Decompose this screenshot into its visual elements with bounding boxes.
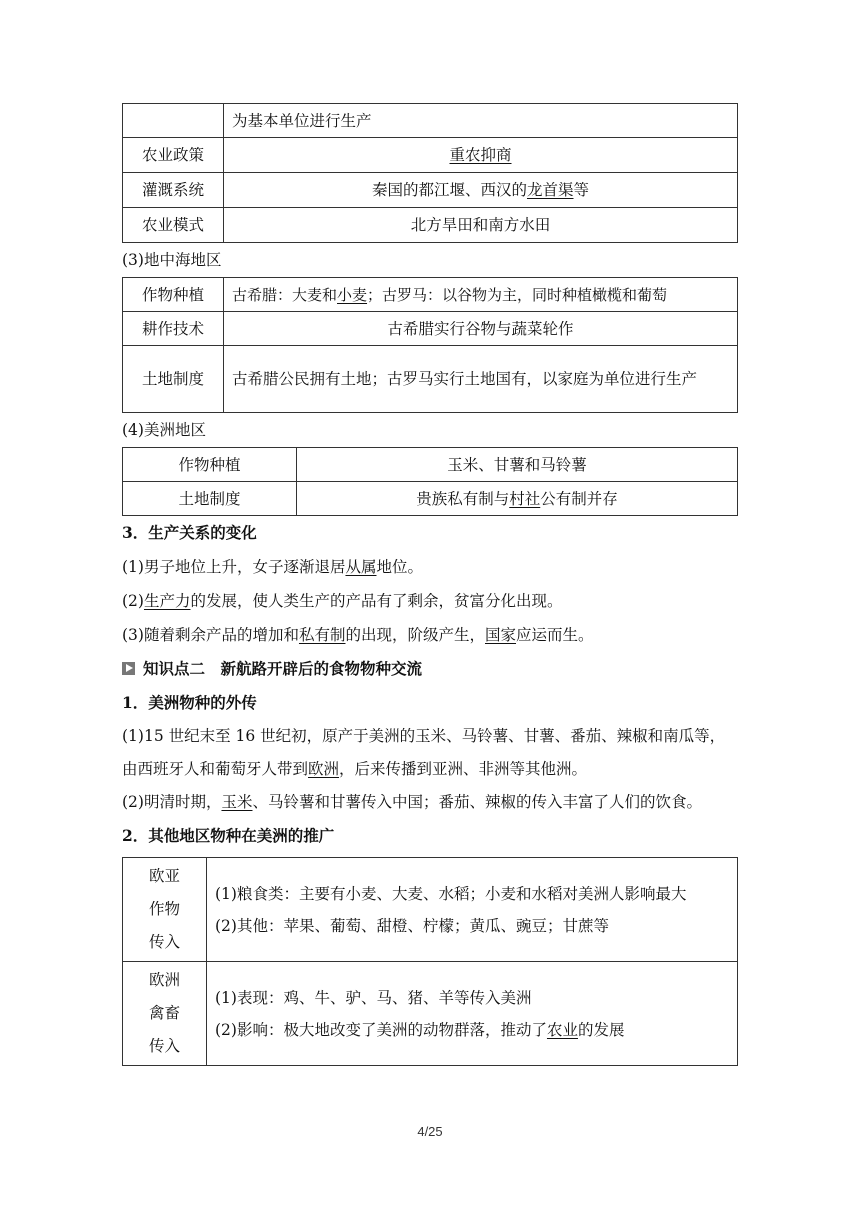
table-cell: 北方旱田和南方水田 [224, 208, 738, 243]
row-label: 欧洲 禽畜 传入 [123, 962, 207, 1066]
table-cell: 古希腊公民拥有土地；古罗马实行土地国有，以家庭为单位进行生产 [224, 346, 738, 413]
paragraph: (2)生产力的发展，使人类生产的产品有了剩余，贫富分化出现。 [122, 592, 563, 610]
play-triangle-icon [122, 662, 135, 675]
section-title-production-relations: 3．生产关系的变化 [122, 523, 257, 542]
knowledge-point-heading: 知识点二 新航路开辟后的食物物种交流 [122, 652, 738, 686]
table-row [123, 482, 738, 516]
table-row [123, 448, 738, 482]
row-label: 欧亚 作物 传入 [123, 858, 207, 962]
table-row [123, 962, 738, 1066]
paragraph: (2)明清时期，玉米、马铃薯和甘薯传入中国；番茄、辣椒的传入丰富了人们的饮食。 [122, 793, 702, 811]
table-row [123, 312, 738, 346]
row-label: 作物种植 [123, 278, 224, 312]
row-label: 农业模式 [123, 208, 224, 243]
table-cell: (1)粮食类：主要有小麦、大麦、水稻；小麦和水稻对美洲人影响最大 (2)其他：苹果、葡萄、甜橙、柠檬；黄瓜、豌豆；甘蔗等 [207, 858, 738, 962]
table-cell: 古希腊实行谷物与蔬菜轮作 [224, 312, 738, 346]
document-page [122, 0, 738, 1066]
row-label: 土地制度 [123, 346, 224, 413]
table-cell: 为基本单位进行生产 [224, 104, 738, 138]
americas-table [122, 447, 738, 516]
table-cell: (1)表现：鸡、牛、驴、马、猪、羊等传入美洲 (2)影响：极大地改变了美洲的动物群落，推动了农业的发展 [207, 962, 738, 1066]
table-row [123, 346, 738, 413]
table-row [123, 173, 738, 208]
row-label: 土地制度 [123, 482, 297, 516]
mediterranean-table [122, 277, 738, 413]
section-title-species-in-americas: 2．其他地区物种在美洲的推广 [122, 826, 335, 845]
agriculture-table-continued [122, 103, 738, 243]
section-title-american-species: 1．美洲物种的外传 [122, 693, 257, 712]
row-label: 农业政策 [123, 138, 224, 173]
row-label: 作物种植 [123, 448, 297, 482]
row-label: 灌溉系统 [123, 173, 224, 208]
subheading-mediterranean: (3)地中海地区 [122, 251, 222, 269]
subheading-americas: (4)美洲地区 [122, 421, 206, 439]
table-row [123, 278, 738, 312]
paragraph: (3)随着剩余产品的增加和私有制的出现，阶级产生，国家应运而生。 [122, 626, 594, 644]
table-row [123, 858, 738, 962]
table-row [123, 208, 738, 243]
table-row [123, 138, 738, 173]
species-table [122, 857, 738, 1066]
table-row [123, 104, 738, 138]
row-label: 耕作技术 [123, 312, 224, 346]
table-cell: 贵族私有制与村社公有制并存 [297, 482, 738, 516]
table-cell: 古希腊：大麦和小麦；古罗马：以谷物为主，同时种植橄榄和葡萄 [224, 278, 738, 312]
paragraph: (1)15 世纪末至 16 世纪初，原产于美洲的玉米、马铃薯、甘薯、番茄、辣椒和南瓜等，由西班牙人和葡萄牙人带到欧洲，后来传播到亚洲、非洲等其他洲。 [122, 727, 726, 778]
table-cell: 玉米、甘薯和马铃薯 [297, 448, 738, 482]
page-number: 4/25 [417, 1124, 443, 1139]
paragraph: (1)男子地位上升，女子逐渐退居从属地位。 [122, 558, 423, 576]
table-cell: 重农抑商 [449, 146, 512, 164]
table-cell: 秦国的都江堰、西汉的龙首渠等 [224, 173, 738, 208]
